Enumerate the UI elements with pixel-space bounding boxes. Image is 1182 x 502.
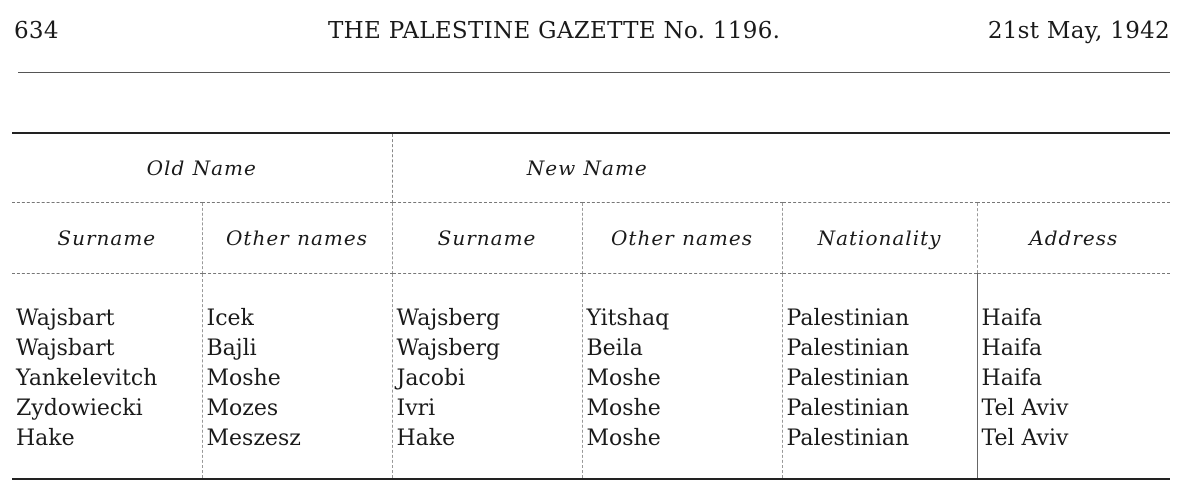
table-cell: Wajsbart [16,306,115,331]
table-cell: Haifa [981,336,1043,361]
table-cell: Zydowiecki [16,396,143,421]
table-cell: Haifa [981,306,1043,331]
table-cell: Haifa [981,366,1043,391]
col-old-surname: Surname [12,203,202,274]
table-cell: Wajsberg [396,336,501,361]
page-number: 634 [14,18,59,44]
table-cell: Palestinian [786,306,910,331]
header-divider [18,72,1170,73]
gazette-title: THE PALESTINE GAZETTE No. 1196. [328,18,781,44]
name-change-table [12,132,1170,480]
table-cell: Moshe [586,426,661,451]
table-cell: Bajli [206,336,257,361]
table-cell: Beila [586,336,643,361]
table-cell: Palestinian [786,366,910,391]
table-cell: Palestinian [786,426,910,451]
new-name-header: New Name [392,133,782,203]
table-cell: Yankelevitch [16,366,158,391]
page-header [14,18,1170,52]
group-header-row [12,133,1170,203]
table-cell: Icek [206,306,254,331]
old-surname-cell [12,274,202,480]
table-cell: Moshe [206,366,281,391]
table-cell: Tel Aviv [981,426,1069,451]
table-cell: Palestinian [786,396,910,421]
table-cell: Mozes [206,396,279,421]
table-cell: Hake [396,426,456,451]
table-cell: Meszesz [206,426,301,451]
old-other-names-cell [202,274,392,480]
table-cell: Moshe [586,366,661,391]
table-cell: Jacobi [396,366,466,391]
group-header-blank [782,133,1170,203]
table-cell: Moshe [586,396,661,421]
col-new-surname: Surname [392,203,582,274]
new-surname-cell [392,274,582,480]
column-header-row [12,203,1170,274]
col-nationality: Nationality [782,203,977,274]
new-other-names-cell [582,274,782,480]
table-cell: Wajsbart [16,336,115,361]
table-body-row [12,274,1170,480]
table-cell: Yitshaq [586,306,670,331]
old-name-header: Old Name [12,133,392,203]
nationality-cell [782,274,977,480]
col-old-other-names: Other names [202,203,392,274]
table-cell: Hake [16,426,75,451]
address-cell [977,274,1170,480]
col-address: Address [977,203,1170,274]
table-cell: Ivri [396,396,436,421]
issue-date: 21st May, 1942 [987,18,1170,44]
col-new-other-names: Other names [582,203,782,274]
table-cell: Tel Aviv [981,396,1069,421]
table-cell: Palestinian [786,336,910,361]
table-cell: Wajsberg [396,306,501,331]
